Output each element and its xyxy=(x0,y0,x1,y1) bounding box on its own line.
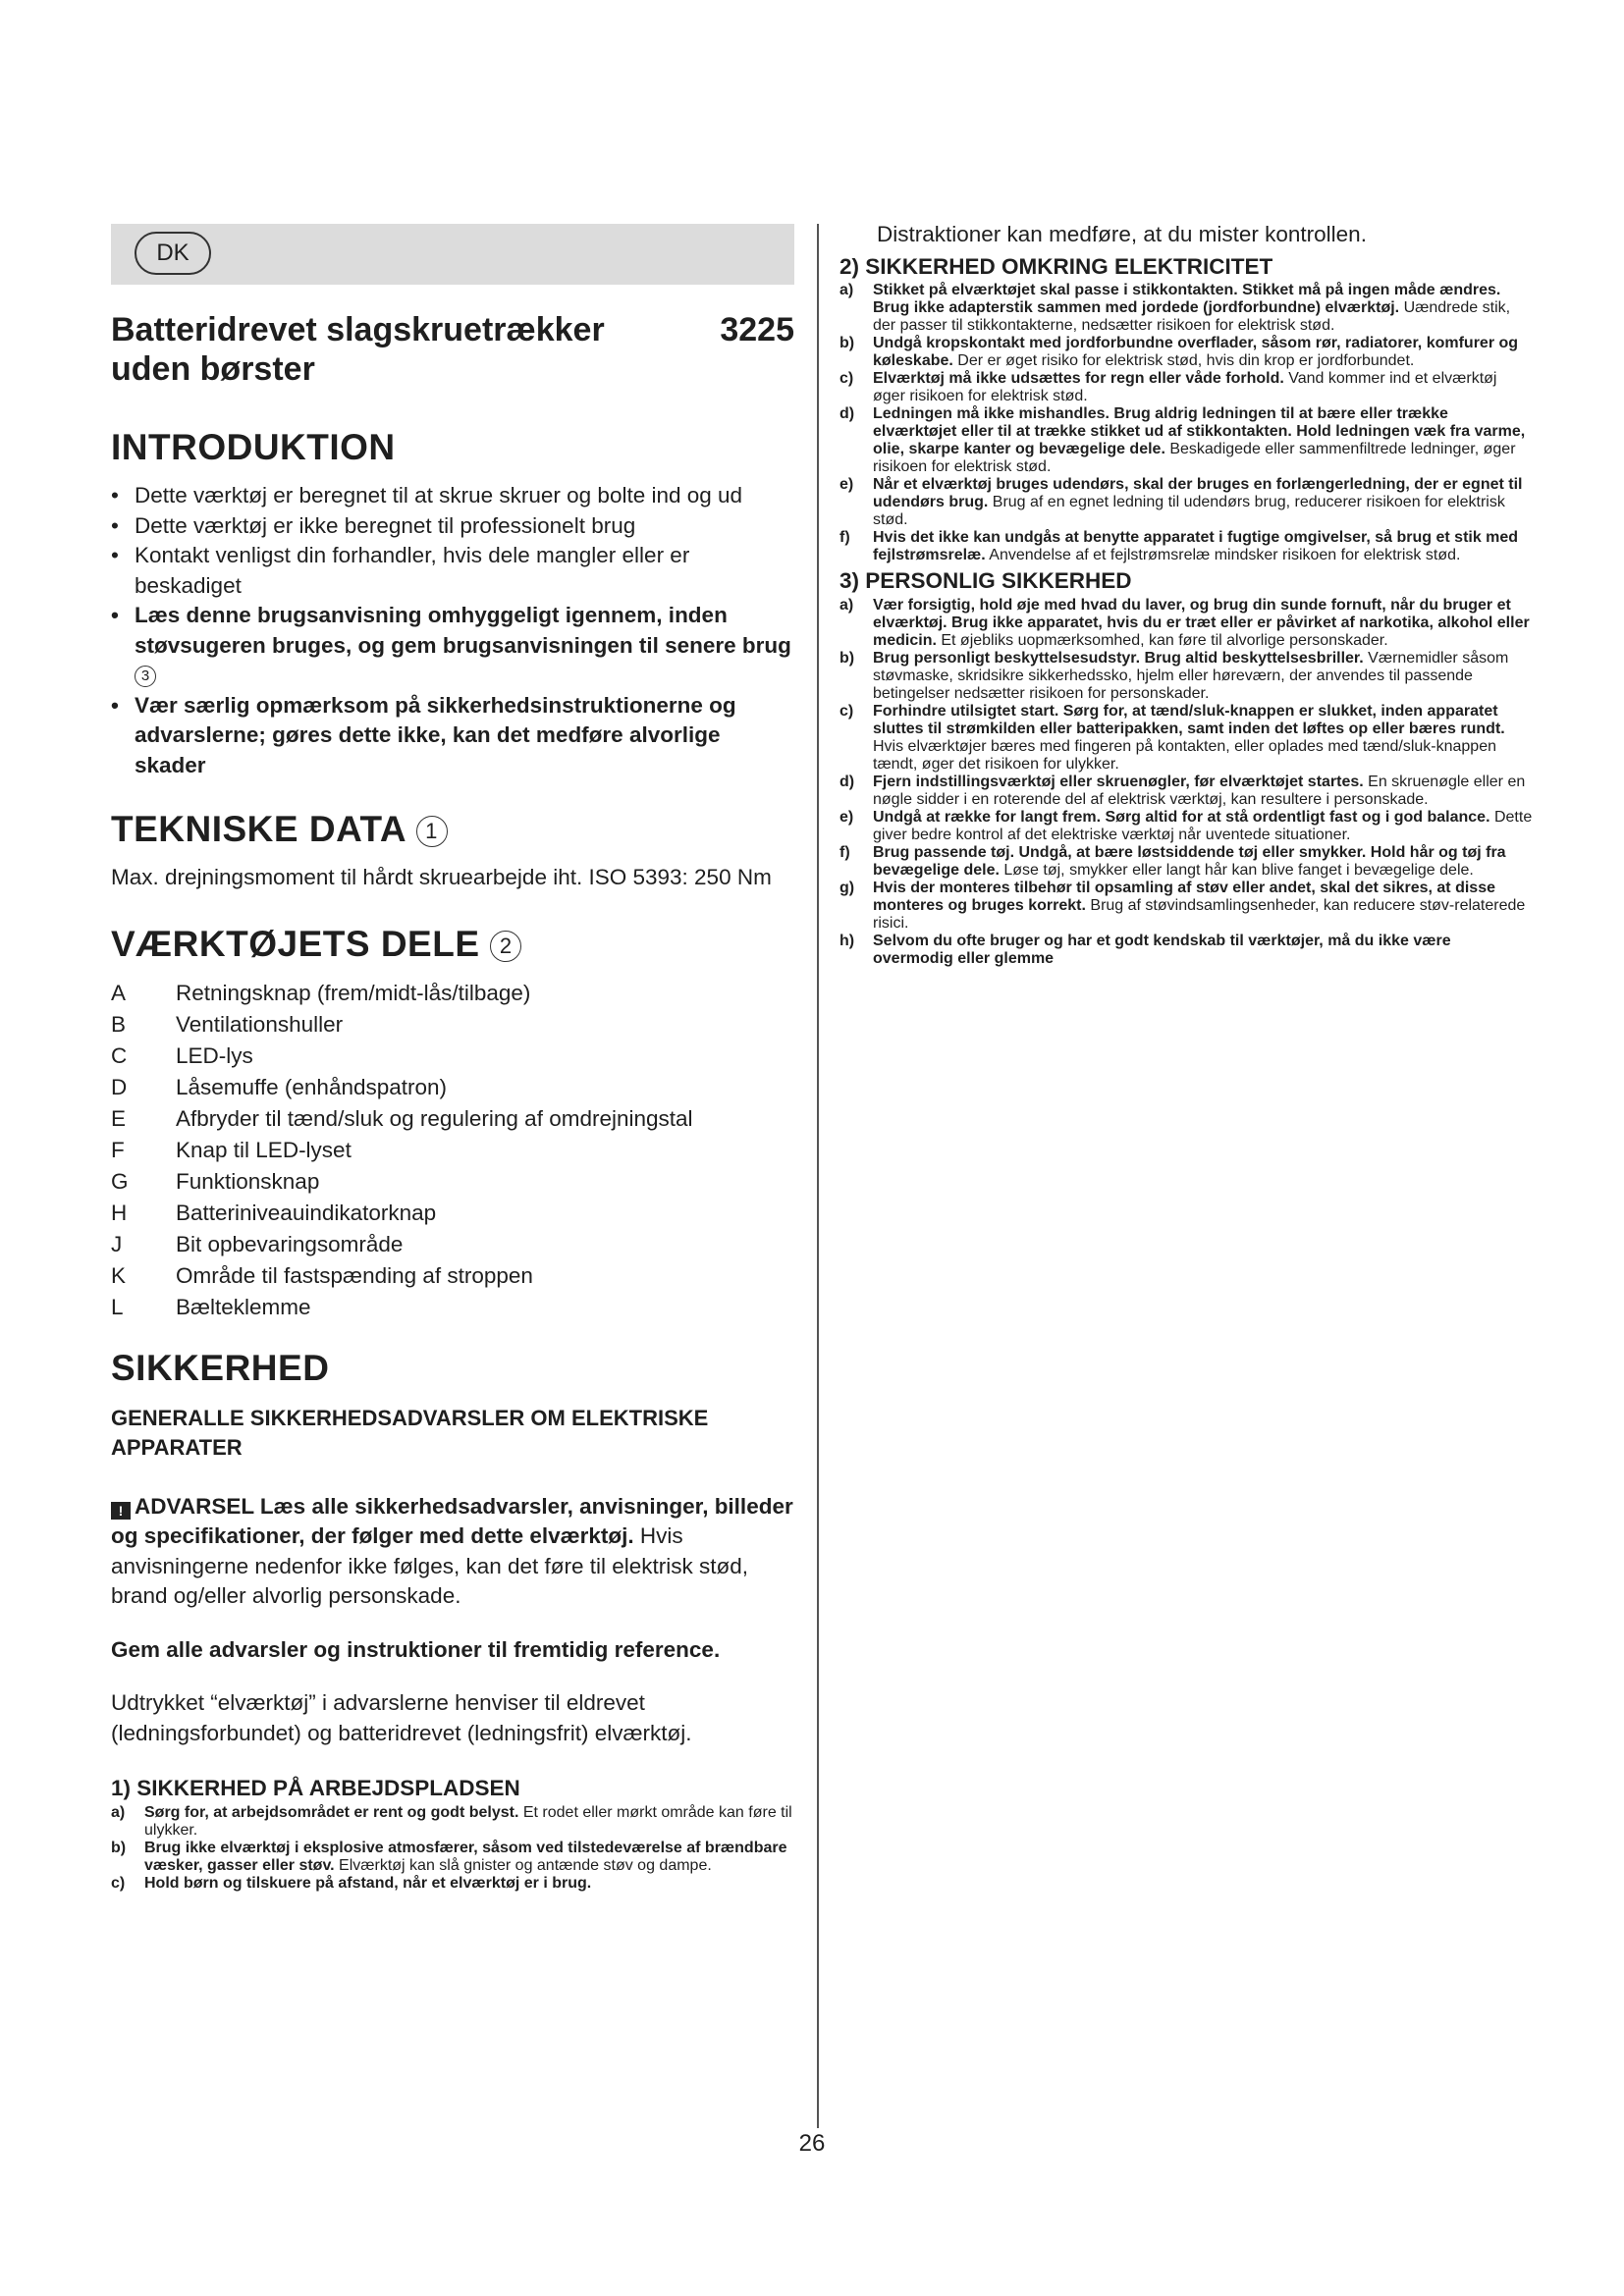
language-badge: DK xyxy=(135,232,211,275)
warning-paragraph: ! ADVARSEL Læs alle sikkerhedsadvarsler, anvisninger, billeder og specifikationer, der følger med dette elværktøj. Hvis anvisningerne nedenfor ikke følges, kan det føre til elektrisk stød, brand og/eller alvorlig personskade. xyxy=(111,1493,793,1608)
right-column xyxy=(839,220,1533,968)
rule-2e: e) Når et elværktøj bruges udendørs, skal der bruges en forlængerledning, der er egnet til udendørs brug. Brug af en egnet ledning til udendørs brug, reducerer risikoen for elektrisk stød. xyxy=(839,476,1523,528)
part-item: K Område til fastspænding af stroppen xyxy=(111,1262,533,1288)
intro-bullet: • Dette værktøj er ikke beregnet til professionelt brug xyxy=(111,511,794,542)
tech-text: Max. drejningsmoment til hårdt skruearbejde iht. ISO 5393: 250 Nm xyxy=(111,865,772,889)
part-item: L Bælteklemme xyxy=(111,1294,311,1319)
rule-3h: h) Selvom du ofte bruger og har et godt kendskab til værktøjer, må du ikke være overmodig eller glemme xyxy=(839,932,1451,967)
part-item: G Funktionsknap xyxy=(111,1168,320,1194)
tech-heading: TEKNISKE DATA 1 xyxy=(111,808,794,851)
model-number: 3225 xyxy=(720,311,794,348)
rule-3g: g) Hvis der monteres tilbehør til opsamling af støv eller andet, skal det sikres, at disse monteres og bruges korrekt. Brug af støvindsamlingsenheder, kan reducere støv-relaterede risici. xyxy=(839,879,1526,932)
section-1-title: 1) SIKKERHED PÅ ARBEJDSPLADSEN xyxy=(111,1776,520,1800)
part-item: B Ventilationshuller xyxy=(111,1011,344,1037)
rule-1c-continued: Distraktioner kan medføre, at du mister kontrollen. xyxy=(877,222,1367,246)
part-item: E Afbryder til tænd/sluk og regulering af omdrejningstal xyxy=(111,1105,693,1131)
part-item: H Batteriniveauindikatorknap xyxy=(111,1200,437,1225)
left-column xyxy=(111,224,794,1893)
rule-3b: b) Brug personligt beskyttelsesudstyr. Brug altid beskyttelsesbriller. Værnemidler såsom støvmaske, skridsikre sikkerhedssko, hjelm eller høreværn, der anvendes til passende betingelser nedsætter risikoen for personskader. xyxy=(839,649,1509,702)
rule-2d: d) Ledningen må ikke mishandles. Brug aldrig ledningen til at bære eller trække elværktøjet eller til at trække stikket ud af stikkontakten. Hold ledningen væk fra varme, olie, skarpe kanter og bevægelige dele. Beskadigede eller sammenfiltrede ledninger, øger risikoen for elektrisk stød. xyxy=(839,405,1526,475)
rule-2a: a) Stikket på elværktøjet skal passe i stikkontakten. Stikket må på ingen måde ændres. Brug ikke adapterstik sammen med jordede (jordforbundne) elværktøj. Uændrede stik, der passer til stikkontakterne, nedsætter risikoen for elektrisk stød. xyxy=(839,282,1511,334)
intro-bullet: • Vær særlig opmærksom på sikkerhedsinstruktionerne og advarslerne; gøres dette ikke, kan det medføre alvorlige skader xyxy=(111,691,794,781)
column-divider xyxy=(817,224,819,2128)
figure-ref-2: 2 xyxy=(490,931,521,962)
parts-list xyxy=(111,978,794,1323)
rule-2b: b) Undgå kropskontakt med jordforbundne overflader, såsom rør, radiatorer, komfurer og køleskabe. Der er øget risiko for elektrisk stød, hvis din krop er jordforbundet. xyxy=(839,335,1519,369)
part-item: D Låsemuffe (enhåndspatron) xyxy=(111,1074,448,1099)
intro-bullet: • Læs denne brugsanvisning omhyggeligt igennem, inden støvsugeren bruges, og gem brugsanvisningen til senere brug 3 xyxy=(111,601,794,691)
rule-3d: d) Fjern indstillingsværktøj eller skruenøgler, før elværktøjet startes. En skruenøgle eller en nøgle sidder i en roterende del af elektrisk værktøj, kan resultere i personskade. xyxy=(839,773,1526,808)
rule-3c: c) Forhindre utilsigtet start. Sørg for, at tænd/sluk-knappen er slukket, inden apparatet sluttes til strømkilden eller batteripakken, samt inden det løftes op eller bæres rundt. Hvis elværktøjer bæres med fingeren på kontakten, eller oplades med tænd/sluk-knappen tændt, øger det risikoen for ulykker. xyxy=(839,702,1505,773)
rule-2c: c) Elværktøj må ikke udsættes for regn eller våde forhold. Vand kommer ind et elværktøj øger risikoen for elektrisk stød. xyxy=(839,370,1497,404)
rule-3a: a) Vær forsigtig, hold øje med hvad du laver, og brug din sunde fornuft, når du bruger et elværktøj. Brug ikke apparatet, hvis du er træt eller er påvirket af narkotika, alkohol eller medicin. Et øjebliks uopmærksomhed, kan føre til alvorlige personskader. xyxy=(839,596,1530,649)
intro-heading: INTRODUKTION xyxy=(111,427,396,467)
term-definition: Udtrykket “elværktøj” i advarslerne henviser til eldrevet (ledningsforbundet) og batteridrevet (ledningsfrit) elværktøj. xyxy=(111,1690,692,1745)
safety-heading: SIKKERHED xyxy=(111,1347,330,1388)
part-item: C LED-lys xyxy=(111,1042,253,1068)
keep-instructions: Gem alle advarsler og instruktioner til fremtidig reference. xyxy=(111,1636,721,1662)
section-3-title: 3) PERSONLIG SIKKERHED xyxy=(839,568,1132,593)
safety-subheading: GENERALLE SIKKERHEDSADVARSLER OM ELEKTRISKE APPARATER xyxy=(111,1405,709,1460)
rule-2f: f) Hvis det ikke kan undgås at benytte apparatet i fugtige omgivelser, så brug et stik med fejlstrømsrelæ. Anvendelse af et fejlstrømsrelæ mindsker risikoen for elektrisk stød. xyxy=(839,529,1519,563)
rule-1c: c) Hold børn og tilskuere på afstand, når et elværktøj er i brug. xyxy=(111,1874,592,1892)
parts-heading: VÆRKTØJETS DELE 2 xyxy=(111,923,794,966)
page-number: 26 xyxy=(798,2130,826,2157)
document-title: Batteridrevet slagskruetrækker xyxy=(111,311,605,348)
part-item: F Knap til LED-lyset xyxy=(111,1137,352,1162)
warning-icon: ! xyxy=(111,1502,131,1520)
document-subtitle: uden børster xyxy=(111,350,315,388)
intro-bullet: • Kontakt venligst din forhandler, hvis dele mangler eller er beskadiget xyxy=(111,541,794,601)
intro-bullet: • Dette værktøj er beregnet til at skrue skruer og bolte ind og ud xyxy=(111,481,794,511)
rule-3e: e) Undgå at række for langt frem. Sørg altid for at stå ordentligt fast og i god balance. Dette giver bedre kontrol af det elektriske værktøj når uventede situationer. xyxy=(839,808,1533,843)
rule-3f: f) Brug passende tøj. Undgå, at bære løstsiddende tøj eller smykker. Hold hår og tøj fra bevægelige dele. Løse tøj, smykker eller langt hår kan blive fanget i bevægelige dele. xyxy=(839,843,1506,879)
rule-1a: a) Sørg for, at arbejdsområdet er rent og godt belyst. Et rodet eller mørkt område kan føre til ulykker. xyxy=(111,1803,792,1839)
section-2-title: 2) SIKKERHED OMKRING ELEKTRICITET xyxy=(839,253,1273,279)
language-bar xyxy=(111,224,794,285)
intro-list xyxy=(111,481,794,780)
figure-ref-3: 3 xyxy=(135,666,156,687)
title-row xyxy=(111,310,794,349)
rule-1b: b) Brug ikke elværktøj i eksplosive atmosfærer, såsom ved tilstedeværelse af brændbare væsker, gasser eller støv. Elværktøj kan slå gnister og antænde støv og dampe. xyxy=(111,1839,787,1874)
figure-ref-1: 1 xyxy=(416,816,448,847)
part-item: A Retningsknap (frem/midt-lås/tilbage) xyxy=(111,980,531,1005)
part-item: J Bit opbevaringsområde xyxy=(111,1231,404,1256)
